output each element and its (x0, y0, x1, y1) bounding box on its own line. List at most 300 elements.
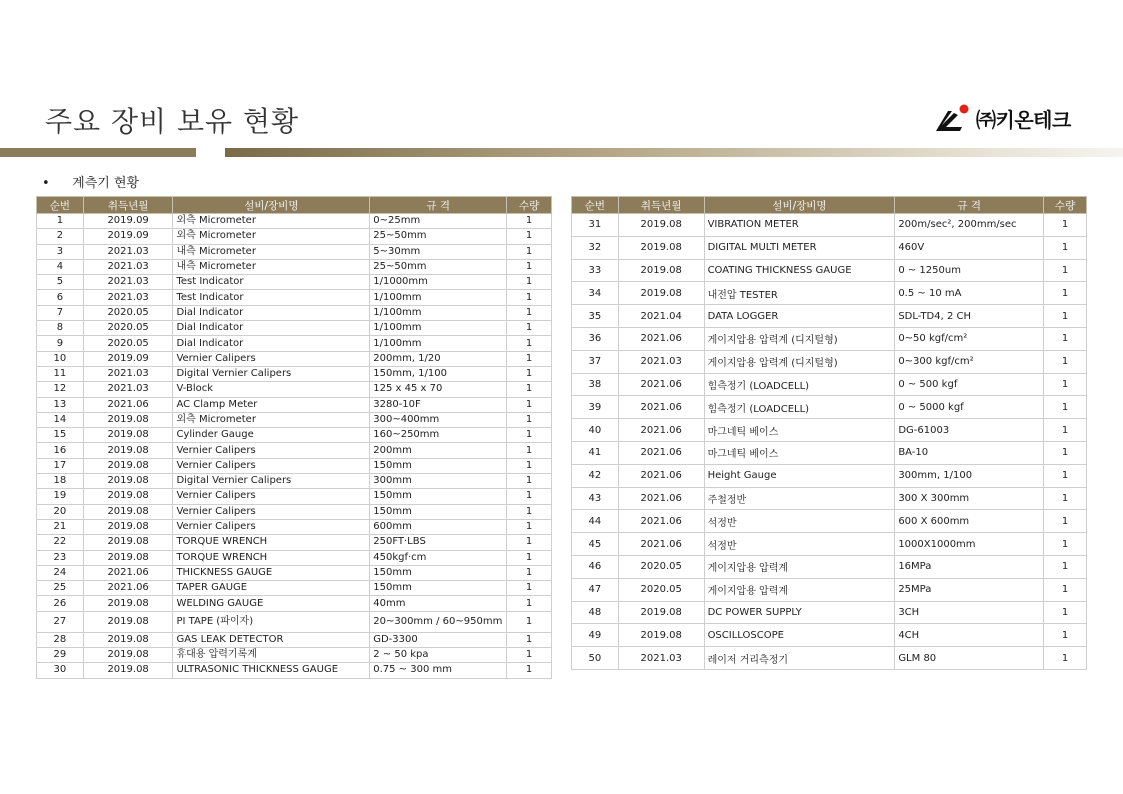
table-row (572, 282, 1087, 305)
cell-date: 2021.03 (83, 366, 173, 381)
cell-no: 15 (37, 428, 84, 443)
cell-no: 38 (572, 373, 619, 396)
cell-date: 2019.08 (83, 663, 173, 678)
cell-date: 2021.03 (83, 259, 173, 274)
cell-spec: DG-61003 (895, 419, 1044, 442)
cell-name: V-Block (173, 382, 370, 397)
cell-qty: 1 (1044, 624, 1087, 647)
table-row (572, 533, 1087, 556)
cell-qty: 1 (507, 275, 552, 290)
cell-spec: 150mm, 1/100 (370, 366, 507, 381)
cell-spec: 125 x 45 x 70 (370, 382, 507, 397)
table-row (572, 601, 1087, 624)
cell-no: 32 (572, 236, 619, 259)
cell-spec: 20~300mm / 60~950mm (370, 611, 507, 632)
cell-spec: 1/100mm (370, 336, 507, 351)
col-header-qty: 수량 (1044, 197, 1087, 214)
cell-no: 3 (37, 244, 84, 259)
cell-name: 게이지압용 압력계 (704, 555, 895, 578)
col-header-name: 설비/장비명 (704, 197, 895, 214)
col-header-qty: 수량 (507, 197, 552, 214)
cell-qty: 1 (507, 632, 552, 647)
cell-no: 31 (572, 214, 619, 237)
cell-no: 33 (572, 259, 619, 282)
cell-name: 마그네틱 베이스 (704, 419, 895, 442)
cell-no: 18 (37, 474, 84, 489)
cell-spec: BA-10 (895, 441, 1044, 464)
table-row (37, 581, 552, 596)
cell-spec: 4CH (895, 624, 1044, 647)
cell-spec: 0 ~ 500 kgf (895, 373, 1044, 396)
cell-spec: 5~30mm (370, 244, 507, 259)
cell-spec: 200mm, 1/20 (370, 351, 507, 366)
cell-spec: 300 X 300mm (895, 487, 1044, 510)
cell-no: 47 (572, 578, 619, 601)
cell-qty: 1 (507, 550, 552, 565)
cell-name: 외측 Micrometer (173, 412, 370, 427)
cell-qty: 1 (1044, 578, 1087, 601)
table-row (37, 611, 552, 632)
cell-date: 2021.06 (83, 565, 173, 580)
table-row (572, 396, 1087, 419)
cell-date: 2019.08 (83, 458, 173, 473)
cell-date: 2019.08 (618, 282, 704, 305)
cell-date: 2021.06 (618, 327, 704, 350)
cell-date: 2021.06 (618, 533, 704, 556)
cell-qty: 1 (1044, 305, 1087, 328)
table-row (37, 305, 552, 320)
cell-name: Test Indicator (173, 275, 370, 290)
cell-no: 41 (572, 441, 619, 464)
table-row (37, 397, 552, 412)
table-row (572, 373, 1087, 396)
table-row (37, 443, 552, 458)
cell-date: 2019.08 (83, 550, 173, 565)
cell-name: THICKNESS GAUGE (173, 565, 370, 580)
cell-qty: 1 (1044, 510, 1087, 533)
cell-qty: 1 (507, 565, 552, 580)
cell-spec: 300~400mm (370, 412, 507, 427)
cell-spec: 250FT·LBS (370, 535, 507, 550)
cell-date: 2019.09 (83, 351, 173, 366)
cell-no: 20 (37, 504, 84, 519)
cell-date: 2019.08 (83, 519, 173, 534)
cell-spec: GD-3300 (370, 632, 507, 647)
cell-date: 2021.06 (618, 373, 704, 396)
cell-spec: 600 X 600mm (895, 510, 1044, 533)
table-row (572, 259, 1087, 282)
cell-spec: 0 ~ 1250um (895, 259, 1044, 282)
cell-no: 7 (37, 305, 84, 320)
cell-name: GAS LEAK DETECTOR (173, 632, 370, 647)
table-row (37, 663, 552, 678)
cell-date: 2021.03 (83, 275, 173, 290)
table-row (37, 336, 552, 351)
cell-qty: 1 (507, 321, 552, 336)
cell-date: 2020.05 (83, 336, 173, 351)
table-row (37, 535, 552, 550)
cell-qty: 1 (1044, 236, 1087, 259)
cell-date: 2021.03 (83, 244, 173, 259)
bullet-icon: • (42, 176, 50, 191)
cell-name: Vernier Calipers (173, 351, 370, 366)
cell-qty: 1 (507, 596, 552, 611)
cell-spec: 460V (895, 236, 1044, 259)
col-header-no: 순번 (37, 197, 84, 214)
cell-name: 외측 Micrometer (173, 214, 370, 229)
table-body-right (572, 214, 1087, 670)
cell-date: 2019.08 (83, 648, 173, 663)
table-row (37, 519, 552, 534)
cell-spec: 0~300 kgf/cm² (895, 350, 1044, 373)
cell-date: 2019.08 (618, 236, 704, 259)
cell-no: 43 (572, 487, 619, 510)
cell-date: 2019.08 (83, 474, 173, 489)
cell-qty: 1 (507, 259, 552, 274)
cell-qty: 1 (1044, 555, 1087, 578)
cell-qty: 1 (507, 214, 552, 229)
cell-spec: 1000X1000mm (895, 533, 1044, 556)
cell-no: 23 (37, 550, 84, 565)
cell-spec: SDL-TD4, 2 CH (895, 305, 1044, 328)
table-row (37, 550, 552, 565)
cell-qty: 1 (507, 428, 552, 443)
cell-name: Vernier Calipers (173, 443, 370, 458)
cell-qty: 1 (507, 663, 552, 678)
cell-date: 2019.08 (83, 504, 173, 519)
table-row (37, 565, 552, 580)
section-heading (42, 172, 139, 191)
cell-qty: 1 (507, 611, 552, 632)
cell-no: 4 (37, 259, 84, 274)
cell-no: 39 (572, 396, 619, 419)
cell-spec: 300mm, 1/100 (895, 464, 1044, 487)
cell-qty: 1 (507, 581, 552, 596)
cell-date: 2021.06 (83, 581, 173, 596)
company-logo (934, 100, 1071, 136)
cell-spec: 0~25mm (370, 214, 507, 229)
cell-spec: 25MPa (895, 578, 1044, 601)
cell-spec: 3CH (895, 601, 1044, 624)
cell-no: 42 (572, 464, 619, 487)
table-row (37, 275, 552, 290)
cell-qty: 1 (507, 648, 552, 663)
col-header-spec: 규 격 (895, 197, 1044, 214)
cell-name: Height Gauge (704, 464, 895, 487)
cell-spec: 40mm (370, 596, 507, 611)
cell-name: DC POWER SUPPLY (704, 601, 895, 624)
cell-name: 게이지압용 압력계 (디지털형) (704, 350, 895, 373)
cell-no: 14 (37, 412, 84, 427)
col-header-name: 설비/장비명 (173, 197, 370, 214)
cell-name: 게이지압용 압력계 (704, 578, 895, 601)
cell-qty: 1 (1044, 327, 1087, 350)
page-title: 주요 장비 보유 현황 (45, 105, 300, 138)
cell-name: 내측 Micrometer (173, 244, 370, 259)
cell-name: Dial Indicator (173, 305, 370, 320)
cell-spec: 200mm (370, 443, 507, 458)
table-row (37, 504, 552, 519)
cell-date: 2020.05 (83, 305, 173, 320)
cell-name: 외측 Micrometer (173, 229, 370, 244)
cell-date: 2019.08 (618, 624, 704, 647)
table-row (572, 464, 1087, 487)
cell-qty: 1 (507, 504, 552, 519)
table-row (37, 229, 552, 244)
cell-date: 2021.06 (618, 464, 704, 487)
cell-name: 레이저 거리측정기 (704, 647, 895, 670)
cell-spec: 0.75 ~ 300 mm (370, 663, 507, 678)
cell-no: 1 (37, 214, 84, 229)
cell-name: 마그네틱 베이스 (704, 441, 895, 464)
cell-no: 29 (37, 648, 84, 663)
table-row (37, 214, 552, 229)
cell-name: ULTRASONIC THICKNESS GAUGE (173, 663, 370, 678)
cell-qty: 1 (1044, 647, 1087, 670)
cell-qty: 1 (507, 244, 552, 259)
table-row (37, 290, 552, 305)
cell-qty: 1 (507, 443, 552, 458)
cell-date: 2019.08 (618, 259, 704, 282)
cell-spec: 1/1000mm (370, 275, 507, 290)
table-row (37, 366, 552, 381)
cell-date: 2019.08 (83, 632, 173, 647)
accent-bar-right (225, 148, 1123, 157)
table-row (572, 510, 1087, 533)
cell-no: 44 (572, 510, 619, 533)
cell-no: 30 (37, 663, 84, 678)
section-label: 계측기 현황 (72, 176, 140, 191)
cell-date: 2019.08 (618, 214, 704, 237)
cell-date: 2019.09 (83, 214, 173, 229)
cell-name: Dial Indicator (173, 336, 370, 351)
table-row (37, 321, 552, 336)
table-row (37, 458, 552, 473)
col-header-date: 취득년월 (83, 197, 173, 214)
cell-no: 16 (37, 443, 84, 458)
cell-qty: 1 (1044, 601, 1087, 624)
table-row (572, 236, 1087, 259)
cell-date: 2019.08 (83, 611, 173, 632)
table-row (572, 624, 1087, 647)
table-row (37, 648, 552, 663)
cell-spec: 3280-10F (370, 397, 507, 412)
cell-qty: 1 (507, 336, 552, 351)
table-row (37, 351, 552, 366)
cell-qty: 1 (1044, 396, 1087, 419)
cell-spec: 150mm (370, 565, 507, 580)
cell-qty: 1 (1044, 464, 1087, 487)
table-row (37, 244, 552, 259)
cell-name: TORQUE WRENCH (173, 550, 370, 565)
cell-qty: 1 (1044, 259, 1087, 282)
col-header-spec: 규 격 (370, 197, 507, 214)
cell-no: 46 (572, 555, 619, 578)
cell-spec: 300mm (370, 474, 507, 489)
cell-spec: 0~50 kgf/cm² (895, 327, 1044, 350)
cell-date: 2020.05 (83, 321, 173, 336)
cell-date: 2021.04 (618, 305, 704, 328)
cell-date: 2019.08 (83, 428, 173, 443)
cell-spec: 2 ~ 50 kpa (370, 648, 507, 663)
cell-date: 2019.08 (83, 443, 173, 458)
cell-name: Vernier Calipers (173, 489, 370, 504)
cell-no: 10 (37, 351, 84, 366)
table-header-row (572, 197, 1087, 214)
cell-no: 8 (37, 321, 84, 336)
cell-qty: 1 (1044, 350, 1087, 373)
cell-name: DIGITAL MULTI METER (704, 236, 895, 259)
cell-date: 2020.05 (618, 578, 704, 601)
cell-name: DATA LOGGER (704, 305, 895, 328)
cell-no: 6 (37, 290, 84, 305)
cell-name: TORQUE WRENCH (173, 535, 370, 550)
cell-date: 2021.06 (618, 396, 704, 419)
cell-date: 2021.03 (618, 647, 704, 670)
cell-qty: 1 (1044, 214, 1087, 237)
cell-qty: 1 (507, 519, 552, 534)
cell-no: 50 (572, 647, 619, 670)
table-row (37, 489, 552, 504)
table-header-row (37, 197, 552, 214)
cell-date: 2021.03 (83, 382, 173, 397)
cell-no: 27 (37, 611, 84, 632)
cell-spec: 600mm (370, 519, 507, 534)
table-row (572, 419, 1087, 442)
cell-no: 12 (37, 382, 84, 397)
cell-date: 2019.08 (83, 489, 173, 504)
cell-spec: 450kgf·cm (370, 550, 507, 565)
cell-spec: 16MPa (895, 555, 1044, 578)
cell-qty: 1 (507, 351, 552, 366)
table-row (572, 555, 1087, 578)
cell-qty: 1 (507, 305, 552, 320)
cell-qty: 1 (1044, 419, 1087, 442)
equipment-table-right (571, 196, 1087, 670)
cell-no: 37 (572, 350, 619, 373)
cell-no: 24 (37, 565, 84, 580)
cell-name: 석정반 (704, 510, 895, 533)
table-row (572, 214, 1087, 237)
cell-spec: 1/100mm (370, 290, 507, 305)
cell-name: Vernier Calipers (173, 458, 370, 473)
cell-no: 5 (37, 275, 84, 290)
table-body-left (37, 214, 552, 679)
cell-qty: 1 (1044, 282, 1087, 305)
cell-name: COATING THICKNESS GAUGE (704, 259, 895, 282)
cell-qty: 1 (1044, 533, 1087, 556)
cell-name: VIBRATION METER (704, 214, 895, 237)
cell-date: 2021.06 (83, 397, 173, 412)
cell-no: 19 (37, 489, 84, 504)
cell-date: 2021.06 (618, 487, 704, 510)
col-header-date: 취득년월 (618, 197, 704, 214)
cell-date: 2021.03 (618, 350, 704, 373)
cell-name: OSCILLOSCOPE (704, 624, 895, 647)
company-logo-icon (934, 103, 972, 133)
cell-spec: 160~250mm (370, 428, 507, 443)
table-row (37, 474, 552, 489)
cell-spec: 1/100mm (370, 321, 507, 336)
cell-qty: 1 (507, 290, 552, 305)
equipment-table-left (36, 196, 552, 679)
cell-no: 25 (37, 581, 84, 596)
cell-name: Dial Indicator (173, 321, 370, 336)
cell-no: 36 (572, 327, 619, 350)
cell-spec: 150mm (370, 489, 507, 504)
cell-name: 힘측정기 (LOADCELL) (704, 396, 895, 419)
cell-qty: 1 (507, 366, 552, 381)
table-row (572, 305, 1087, 328)
cell-spec: 0 ~ 5000 kgf (895, 396, 1044, 419)
cell-date: 2019.08 (618, 601, 704, 624)
cell-spec: 25~50mm (370, 229, 507, 244)
cell-qty: 1 (507, 382, 552, 397)
cell-no: 49 (572, 624, 619, 647)
cell-date: 2019.09 (83, 229, 173, 244)
col-header-no: 순번 (572, 197, 619, 214)
cell-no: 17 (37, 458, 84, 473)
cell-qty: 1 (507, 397, 552, 412)
cell-spec: 150mm (370, 458, 507, 473)
table-row (572, 578, 1087, 601)
cell-qty: 1 (507, 412, 552, 427)
cell-no: 48 (572, 601, 619, 624)
cell-name: 내측 Micrometer (173, 259, 370, 274)
cell-spec: 1/100mm (370, 305, 507, 320)
cell-no: 40 (572, 419, 619, 442)
cell-qty: 1 (507, 535, 552, 550)
cell-name: 휴대용 압력기록계 (173, 648, 370, 663)
table-row (37, 428, 552, 443)
cell-spec: 0.5 ~ 10 mA (895, 282, 1044, 305)
cell-no: 26 (37, 596, 84, 611)
table-row (572, 487, 1087, 510)
cell-name: Cylinder Gauge (173, 428, 370, 443)
cell-date: 2021.06 (618, 441, 704, 464)
table-row (572, 441, 1087, 464)
cell-name: 내전압 TESTER (704, 282, 895, 305)
table-row (37, 259, 552, 274)
cell-no: 45 (572, 533, 619, 556)
cell-name: 게이지압용 압력계 (디지털형) (704, 327, 895, 350)
cell-date: 2019.08 (83, 596, 173, 611)
cell-no: 21 (37, 519, 84, 534)
table-row (37, 632, 552, 647)
cell-name: 석정반 (704, 533, 895, 556)
cell-name: 힘측정기 (LOADCELL) (704, 373, 895, 396)
cell-qty: 1 (507, 458, 552, 473)
cell-qty: 1 (1044, 373, 1087, 396)
cell-spec: 150mm (370, 581, 507, 596)
cell-no: 22 (37, 535, 84, 550)
cell-name: WELDING GAUGE (173, 596, 370, 611)
cell-name: Digital Vernier Calipers (173, 366, 370, 381)
cell-no: 34 (572, 282, 619, 305)
cell-date: 2021.06 (618, 510, 704, 533)
cell-spec: 200m/sec², 200mm/sec (895, 214, 1044, 237)
cell-name: Vernier Calipers (173, 519, 370, 534)
cell-date: 2021.03 (83, 290, 173, 305)
cell-qty: 1 (507, 229, 552, 244)
cell-no: 2 (37, 229, 84, 244)
table-row (572, 350, 1087, 373)
cell-no: 13 (37, 397, 84, 412)
cell-no: 28 (37, 632, 84, 647)
cell-qty: 1 (1044, 487, 1087, 510)
cell-name: Digital Vernier Calipers (173, 474, 370, 489)
cell-date: 2021.06 (618, 419, 704, 442)
